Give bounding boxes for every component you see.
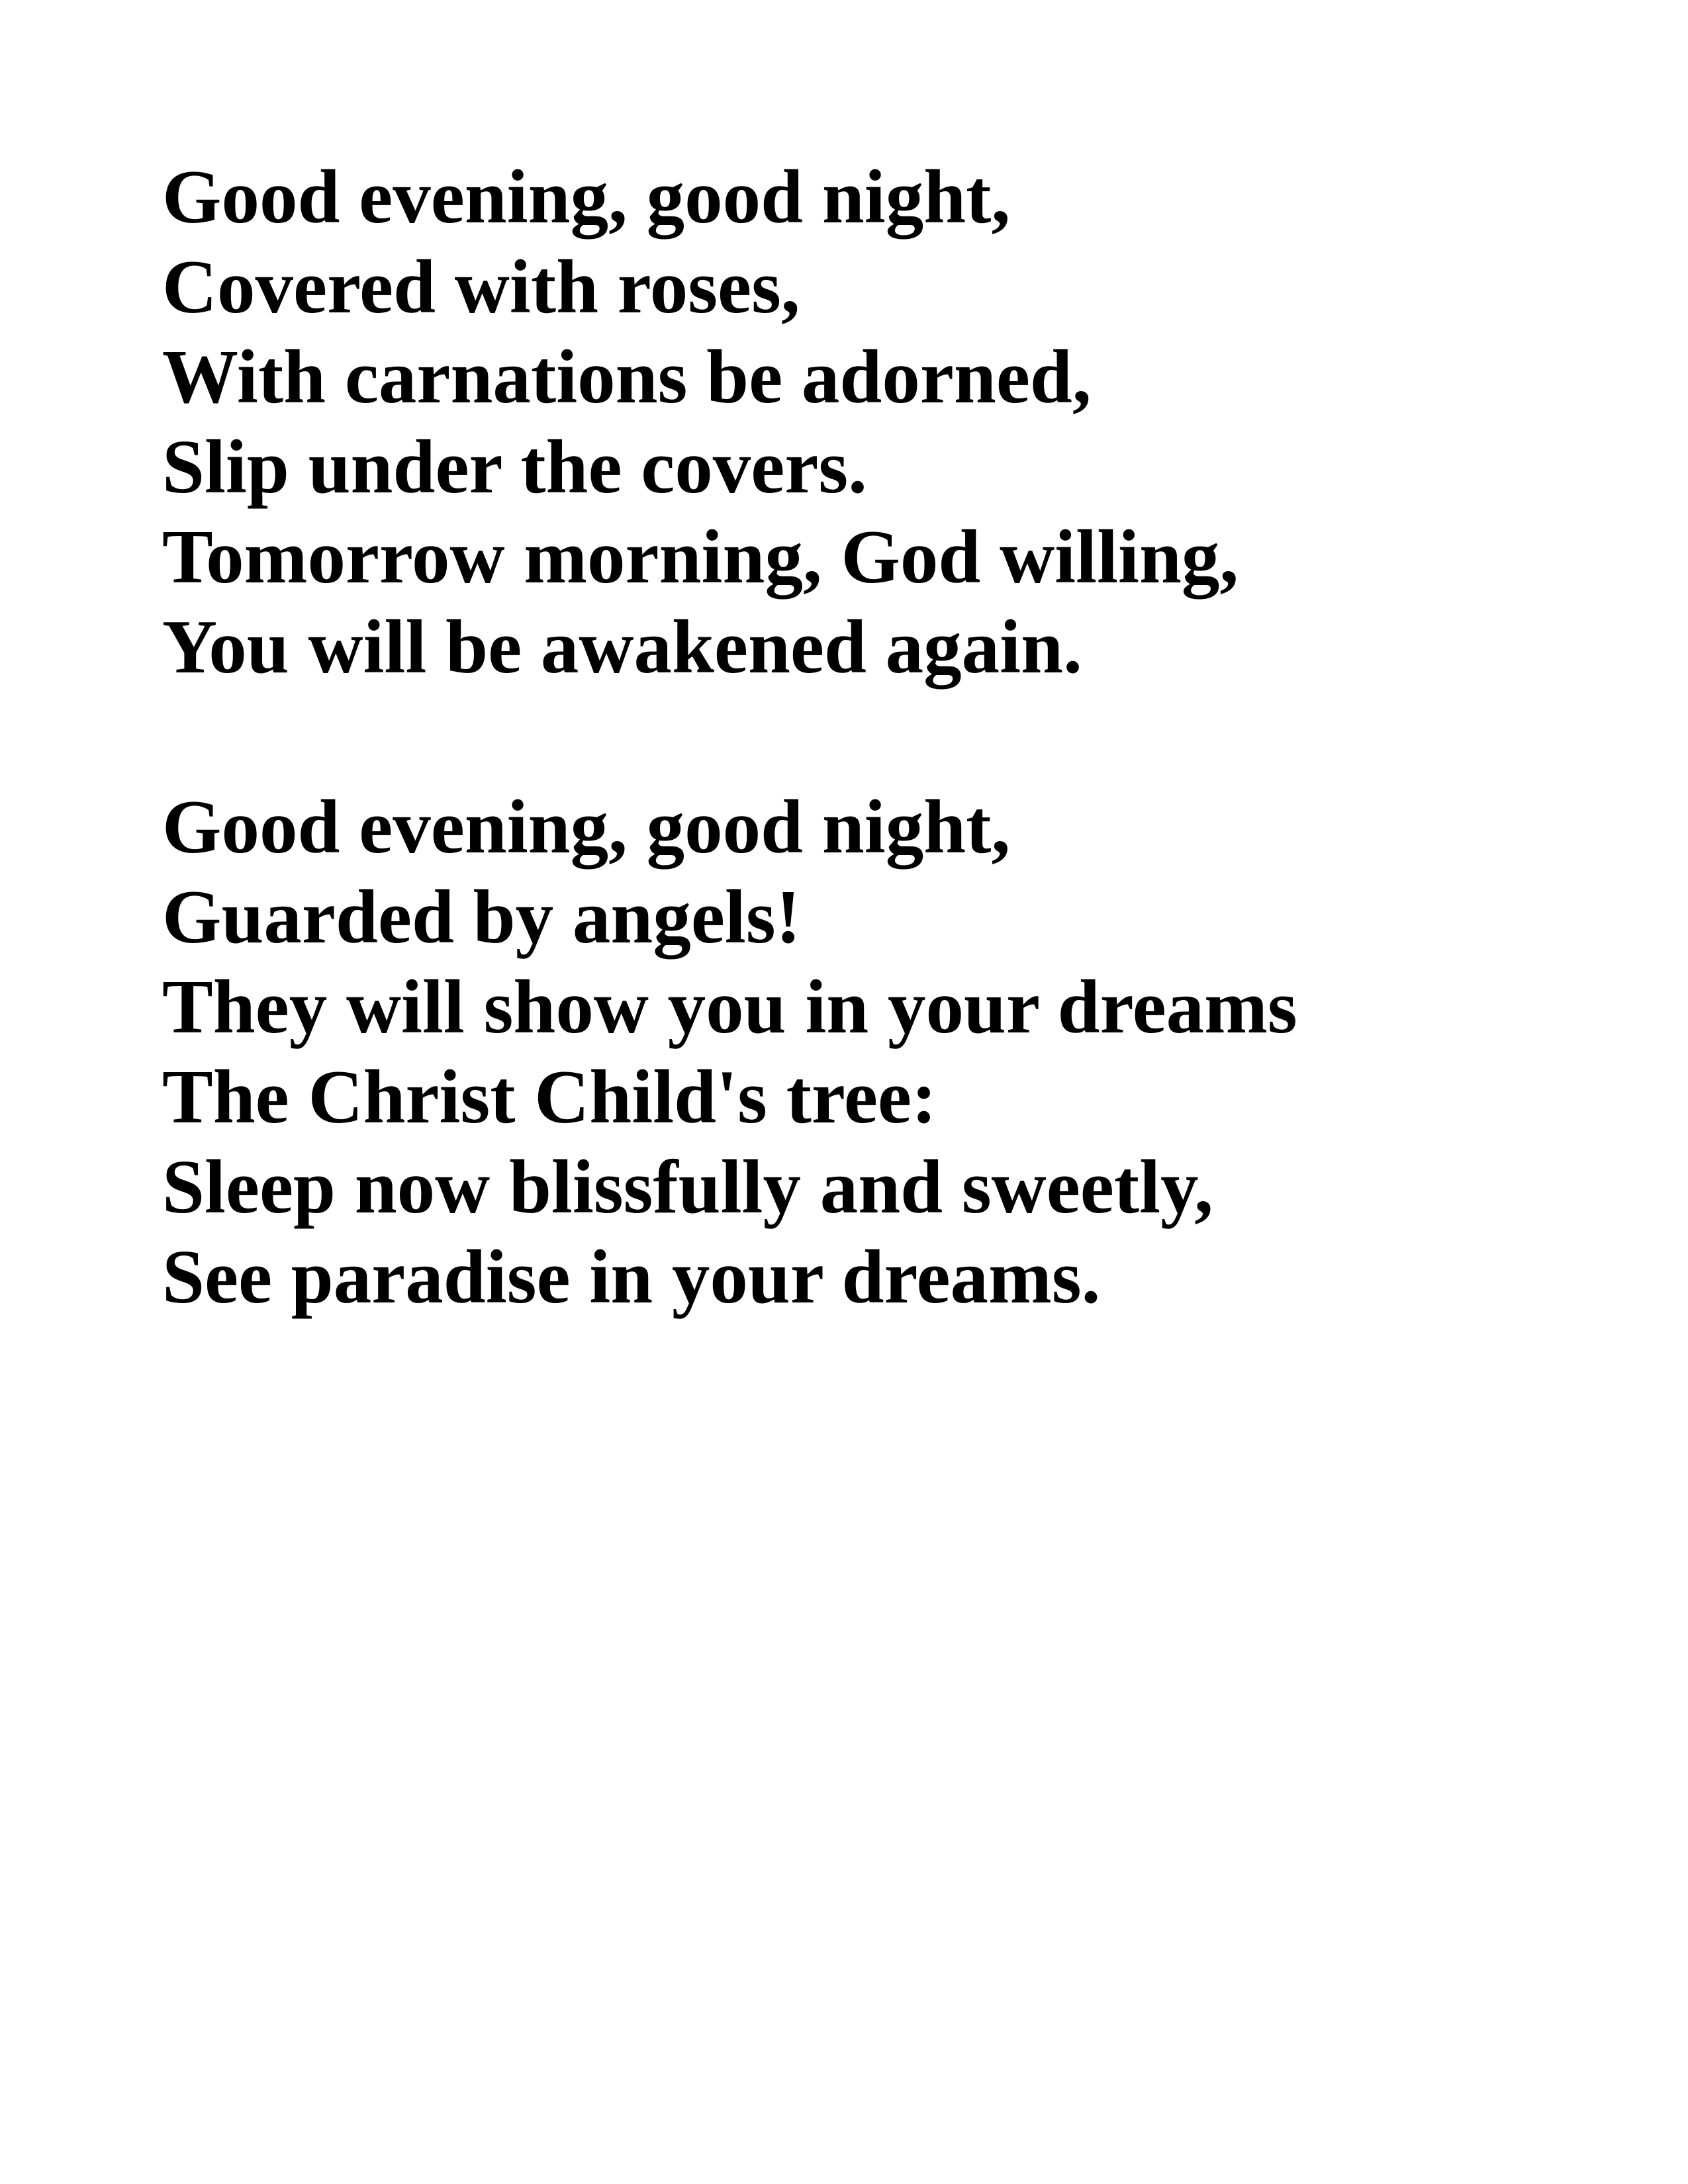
poem-line: Guarded by angels! — [162, 875, 801, 959]
poem-line: See paradise in your dreams. — [162, 1235, 1101, 1319]
poem-line: With carnations be adorned, — [162, 335, 1092, 419]
poem-line: Slip under the covers. — [162, 425, 867, 509]
poem-text-block — [162, 152, 1297, 1322]
poem-line: The Christ Child's tree: — [162, 1055, 937, 1139]
poem-line: Tomorrow morning, God willing, — [162, 515, 1239, 599]
poem-line: Good evening, good night, — [162, 785, 1011, 869]
stanza-2 — [162, 782, 1297, 1322]
stanza-1 — [162, 152, 1297, 692]
poem-line: Good evening, good night, — [162, 155, 1011, 239]
poem-line: You will be awakened again. — [162, 605, 1082, 689]
poem-line: Sleep now blissfully and sweetly, — [162, 1145, 1213, 1229]
poem-line: Covered with roses, — [162, 245, 800, 329]
poem-line: They will show you in your dreams — [162, 965, 1297, 1049]
